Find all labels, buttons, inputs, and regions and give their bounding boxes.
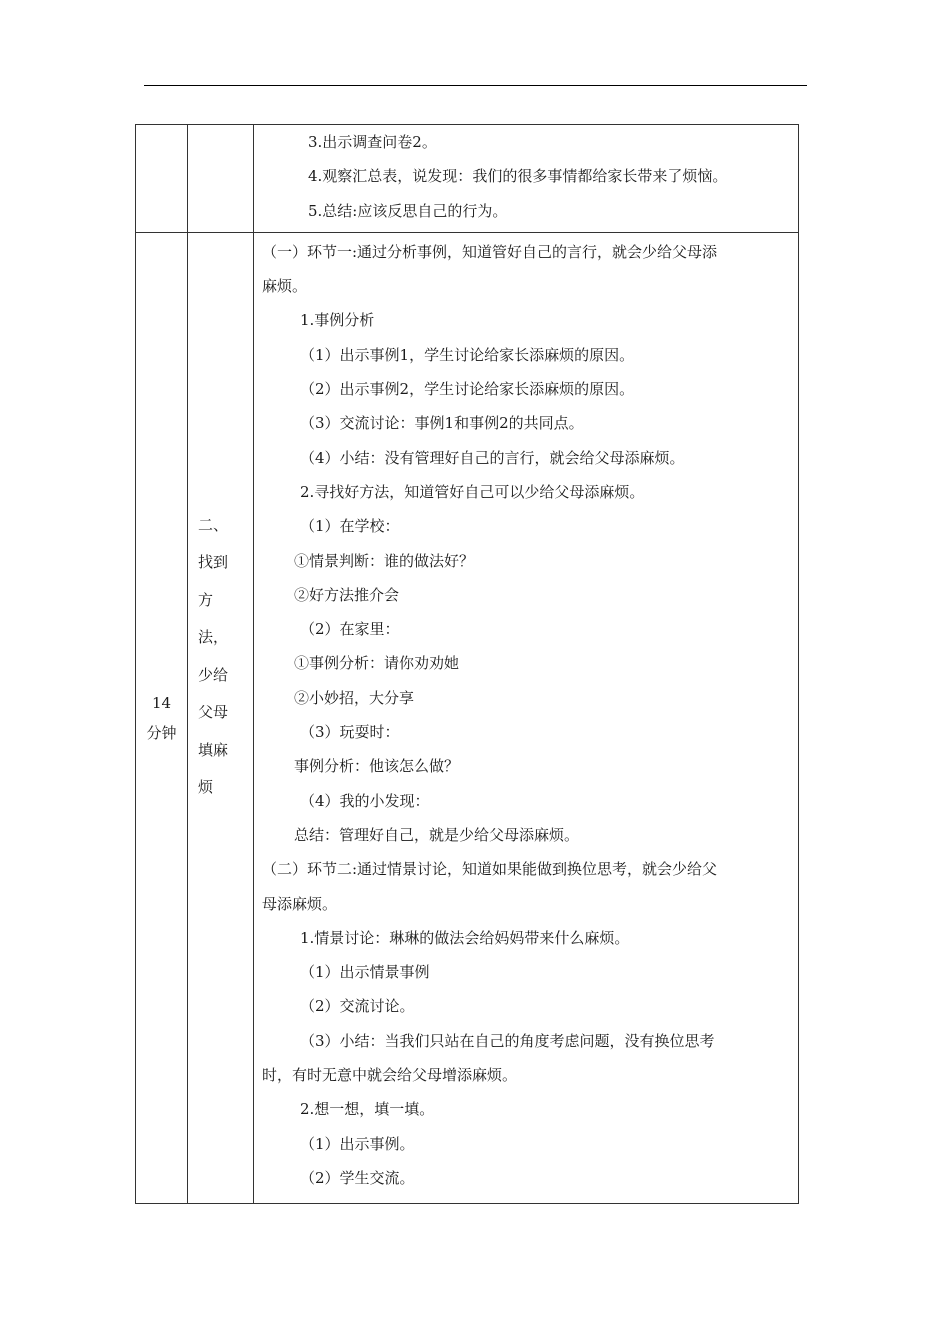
content-line: 5.总结:应该反思自己的行为。: [308, 201, 508, 220]
content-line: 4.观察汇总表，说发现：我们的很多事情都给家长带来了烦恼。: [308, 167, 728, 186]
content-line: （1）出示事例。: [300, 1134, 415, 1153]
stage-cell: [188, 125, 254, 233]
section-heading: 母添麻烦。: [262, 894, 338, 913]
stage-text: 二、: [198, 515, 229, 534]
content-line: （2）交流讨论。: [300, 997, 415, 1016]
content-line: 事例分析：他该怎么做？: [294, 757, 460, 776]
content-line: （2）学生交流。: [300, 1168, 415, 1187]
content-line: 3.出示调查问卷2。: [308, 133, 437, 151]
content-line: 2.寻找好方法，知道管好自己可以少给父母添麻烦。: [300, 482, 645, 501]
stage-text: 烦: [198, 778, 214, 797]
stage-text: 法，: [198, 628, 229, 647]
content-line: 总结：管理好自己，就是少给父母添麻烦。: [294, 825, 580, 844]
content-line: 2.想一想，填一填。: [300, 1100, 435, 1119]
content-line: （3）交流讨论：事例1和事例2的共同点。: [300, 414, 584, 433]
content-line: （1）出示事例1，学生讨论给家长添麻烦的原因。: [300, 345, 635, 364]
content-line: （2）出示事例2，学生讨论给家长添麻烦的原因。: [300, 380, 635, 399]
stage-cell: [188, 232, 254, 1203]
stage-text: 方: [198, 590, 214, 609]
content-line: （4）我的小发现：: [300, 791, 430, 810]
time-cell: [136, 232, 188, 1203]
content-line: ①事例分析：请你劝劝她: [294, 654, 460, 673]
content-line: 1.事例分析: [300, 311, 375, 330]
section-heading: （二）环节二:通过情景讨论，知道如果能做到换位思考，就会少给父: [262, 860, 718, 879]
content-line: （3）玩耍时：: [300, 723, 400, 742]
content-line: （4）小结：没有管理好自己的言行，就会给父母添麻烦。: [300, 448, 685, 467]
time-cell: [136, 125, 188, 233]
content-cell: [254, 232, 799, 1203]
stage-text: 父母: [198, 703, 229, 722]
section-heading: （一）环节一:通过分析事例，知道管好自己的言行，就会少给父母添: [262, 242, 718, 261]
content-line: （1）出示情景事例: [300, 963, 430, 982]
content-line: （1）在学校：: [300, 517, 400, 536]
content-line: ②好方法推介会: [294, 585, 400, 604]
content-line: （3）小结：当我们只站在自己的角度考虑问题，没有换位思考: [300, 1031, 715, 1050]
time-value: 14: [151, 694, 172, 713]
content-line: 时，有时无意中就会给父母增添麻烦。: [262, 1066, 518, 1085]
section-heading: 麻烦。: [262, 277, 308, 296]
stage-text: 少给: [198, 665, 229, 684]
content-line: 1.情景讨论：琳琳的做法会给妈妈带来什么麻烦。: [300, 928, 630, 947]
table-row: [136, 125, 799, 233]
content-line: （2）在家里：: [300, 620, 400, 639]
content-line: ①情景判断：谁的做法好？: [294, 551, 475, 570]
content-line: ②小妙招，大分享: [294, 688, 415, 707]
stage-text: 填麻: [198, 740, 229, 759]
stage-text: 找到: [198, 553, 229, 572]
time-unit: 分钟: [146, 724, 177, 743]
header-rule: [144, 85, 807, 86]
lesson-plan-table: [135, 124, 799, 1204]
content-cell: [254, 125, 799, 233]
table-row: [136, 232, 799, 1203]
